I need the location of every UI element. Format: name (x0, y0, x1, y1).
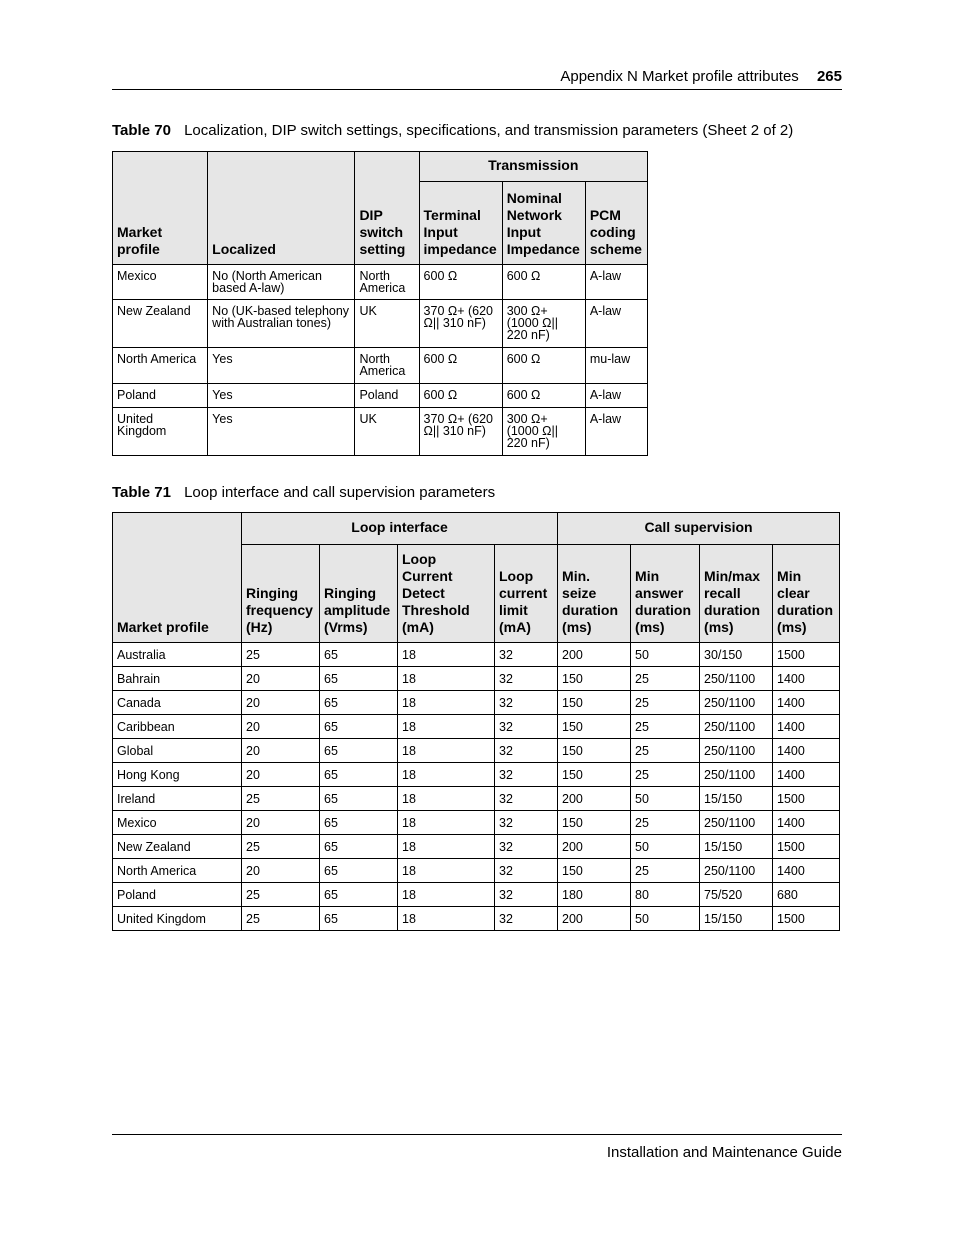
table-cell: 25 (631, 739, 700, 763)
table-row (113, 691, 840, 715)
table-cell: 32 (495, 643, 558, 667)
table-cell: 50 (631, 835, 700, 859)
table70-number: Table 70 (112, 122, 171, 139)
table-cell: A-law (585, 300, 647, 348)
table-cell: 18 (398, 715, 495, 739)
table-row (113, 883, 840, 907)
table-cell: 65 (320, 811, 398, 835)
table-cell: North America (113, 859, 242, 883)
table-cell: 1400 (773, 691, 840, 715)
table-cell: 65 (320, 691, 398, 715)
t71-header-min-seize: Min. seize duration (ms) (558, 545, 631, 643)
table-cell: 25 (631, 691, 700, 715)
table-row (113, 667, 840, 691)
table-cell: Australia (113, 643, 242, 667)
table-cell: No (North American based A-law) (208, 265, 355, 300)
table-cell: 80 (631, 883, 700, 907)
table-cell: 18 (398, 907, 495, 931)
table-cell: 370 Ω+ (620 Ω|| 310 nF) (419, 300, 502, 348)
table-cell: 32 (495, 835, 558, 859)
table-cell: 32 (495, 739, 558, 763)
table-cell: 20 (242, 859, 320, 883)
table-cell: 65 (320, 835, 398, 859)
t71-header-recall: Min/max recall duration (ms) (700, 545, 773, 643)
t71-header-loop-current-limit: Loop current limit (mA) (495, 545, 558, 643)
table70-title: Localization, DIP switch settings, specifications, and transmission parameters (Sheet 2 of 2) (184, 122, 794, 139)
table-cell: 18 (398, 811, 495, 835)
table-cell: 25 (631, 763, 700, 787)
table-cell: 1500 (773, 787, 840, 811)
table-cell: 20 (242, 811, 320, 835)
t70-header-localized: Localized (208, 152, 355, 265)
table-cell: 250/1100 (700, 691, 773, 715)
table-cell: A-law (585, 384, 647, 408)
table-cell: 200 (558, 643, 631, 667)
table-cell: A-law (585, 408, 647, 456)
table-cell: 600 Ω (419, 265, 502, 300)
table-cell: 18 (398, 763, 495, 787)
table-cell: 150 (558, 859, 631, 883)
table-row (113, 739, 840, 763)
table-cell: 250/1100 (700, 859, 773, 883)
table-cell: 200 (558, 787, 631, 811)
table-cell: 50 (631, 643, 700, 667)
table-cell: 1500 (773, 643, 840, 667)
table-row (113, 300, 648, 348)
table-cell: Hong Kong (113, 763, 242, 787)
table-cell: 200 (558, 835, 631, 859)
table-row (113, 408, 648, 456)
table-cell: United Kingdom (113, 408, 208, 456)
table-cell: Poland (113, 883, 242, 907)
table-cell: Caribbean (113, 715, 242, 739)
t71-body (113, 643, 840, 931)
table-cell: 20 (242, 763, 320, 787)
table-cell: 15/150 (700, 907, 773, 931)
table-cell: 600 Ω (419, 348, 502, 384)
table-cell: 1400 (773, 811, 840, 835)
table-cell: 18 (398, 883, 495, 907)
table-cell: 15/150 (700, 835, 773, 859)
table-cell: 150 (558, 811, 631, 835)
t71-header-market-profile: Market profile (113, 513, 242, 643)
table-row (113, 907, 840, 931)
table-cell: 65 (320, 907, 398, 931)
table-cell: 32 (495, 787, 558, 811)
t70-header-dip-switch: DIP switch setting (355, 152, 419, 265)
table-cell: North America (355, 348, 419, 384)
table-cell: United Kingdom (113, 907, 242, 931)
table-cell: 600 Ω (502, 265, 585, 300)
table-row (113, 835, 840, 859)
table-cell: 600 Ω (419, 384, 502, 408)
footer-title: Installation and Maintenance Guide (606, 1144, 842, 1161)
table-cell: 1500 (773, 835, 840, 859)
table-row (113, 265, 648, 300)
table-cell: A-law (585, 265, 647, 300)
table-row (113, 348, 648, 384)
t71-header-min-clear: Min clear duration (ms) (773, 545, 840, 643)
table-cell: 25 (242, 907, 320, 931)
table-row (113, 643, 840, 667)
table-cell: 200 (558, 907, 631, 931)
table-cell: 250/1100 (700, 739, 773, 763)
table-cell: 1400 (773, 859, 840, 883)
table-cell: 20 (242, 715, 320, 739)
table-cell: 25 (242, 643, 320, 667)
table-row (113, 384, 648, 408)
table-cell: Yes (208, 348, 355, 384)
table-cell: 75/520 (700, 883, 773, 907)
table-cell: 150 (558, 763, 631, 787)
table-cell: Poland (355, 384, 419, 408)
table-cell: 300 Ω+ (1000 Ω|| 220 nF) (502, 408, 585, 456)
table-cell: Mexico (113, 265, 208, 300)
table70 (112, 151, 648, 456)
table-cell: 150 (558, 715, 631, 739)
t70-header-terminal-impedance: Terminal Input impedance (419, 182, 502, 265)
table-cell: 32 (495, 811, 558, 835)
t71-header-loop-current-threshold: Loop Current Detect Threshold (mA) (398, 545, 495, 643)
table-cell: 1400 (773, 667, 840, 691)
table-cell: 32 (495, 907, 558, 931)
table-cell: 1400 (773, 715, 840, 739)
table-cell: 1500 (773, 907, 840, 931)
table71-caption (112, 483, 495, 503)
table-cell: New Zealand (113, 835, 242, 859)
table-cell: 32 (495, 691, 558, 715)
table-cell: 680 (773, 883, 840, 907)
table-cell: 50 (631, 787, 700, 811)
table-cell: 25 (631, 859, 700, 883)
table-cell: 25 (242, 883, 320, 907)
t71-header-ringing-frequency: Ringing frequency (Hz) (242, 545, 320, 643)
table-cell: 32 (495, 763, 558, 787)
table-cell: 18 (398, 667, 495, 691)
table-cell: 1400 (773, 739, 840, 763)
t70-body (113, 265, 648, 456)
table-cell: UK (355, 300, 419, 348)
table-cell: 150 (558, 691, 631, 715)
table-cell: 180 (558, 883, 631, 907)
table-row (113, 859, 840, 883)
table-cell: 250/1100 (700, 811, 773, 835)
t70-header-network-impedance: Nominal Network Input Impedance (502, 182, 585, 265)
table-row (113, 787, 840, 811)
table-cell: Yes (208, 408, 355, 456)
table-cell: Global (113, 739, 242, 763)
table71-number: Table 71 (112, 484, 171, 501)
table-cell: 300 Ω+ (1000 Ω|| 220 nF) (502, 300, 585, 348)
table-cell: 18 (398, 835, 495, 859)
t71-header-ringing-amplitude: Ringing amplitude (Vrms) (320, 545, 398, 643)
table-cell: 18 (398, 739, 495, 763)
table-cell: 250/1100 (700, 715, 773, 739)
table71-title: Loop interface and call supervision parameters (184, 484, 496, 501)
t70-header-market-profile: Market profile (113, 152, 208, 265)
table-cell: 25 (631, 811, 700, 835)
table-cell: 250/1100 (700, 763, 773, 787)
t70-header-transmission: Transmission (419, 152, 647, 182)
table-cell: 65 (320, 763, 398, 787)
table-cell: 20 (242, 667, 320, 691)
table-cell: 1400 (773, 763, 840, 787)
table-cell: mu-law (585, 348, 647, 384)
table-row (113, 763, 840, 787)
table-row (113, 811, 840, 835)
table71 (112, 512, 840, 931)
table-cell: 20 (242, 691, 320, 715)
table-cell: UK (355, 408, 419, 456)
t71-header-min-answer: Min answer duration (ms) (631, 545, 700, 643)
table-cell: 18 (398, 691, 495, 715)
table-cell: 65 (320, 739, 398, 763)
table-row (113, 715, 840, 739)
t70-header-pcm-coding: PCM coding scheme (585, 182, 647, 265)
table-cell: 600 Ω (502, 384, 585, 408)
table-cell: 65 (320, 715, 398, 739)
page-footer (112, 1134, 842, 1161)
table-cell: 32 (495, 859, 558, 883)
page-number: 265 (816, 68, 842, 85)
table-cell: 32 (495, 883, 558, 907)
table-cell: 32 (495, 667, 558, 691)
page-header (112, 66, 842, 90)
table-cell: 25 (242, 835, 320, 859)
table-cell: New Zealand (113, 300, 208, 348)
table-cell: 150 (558, 739, 631, 763)
table-cell: Yes (208, 384, 355, 408)
table-cell: 65 (320, 667, 398, 691)
t71-header-loop-interface: Loop interface (242, 513, 558, 545)
table-cell: Mexico (113, 811, 242, 835)
table-cell: 25 (631, 715, 700, 739)
table-cell: Canada (113, 691, 242, 715)
table-cell: 65 (320, 643, 398, 667)
table-cell: 250/1100 (700, 667, 773, 691)
header-section-title: Appendix N Market profile attributes (560, 68, 799, 85)
table-cell: 30/150 (700, 643, 773, 667)
t71-header-call-supervision: Call supervision (558, 513, 840, 545)
table-cell: 370 Ω+ (620 Ω|| 310 nF) (419, 408, 502, 456)
table-cell: No (UK-based telephony with Australian tones) (208, 300, 355, 348)
table-cell: 50 (631, 907, 700, 931)
table-cell: North America (355, 265, 419, 300)
table-cell: 18 (398, 643, 495, 667)
table-cell: 25 (631, 667, 700, 691)
table-cell: 65 (320, 859, 398, 883)
table-cell: North America (113, 348, 208, 384)
table-cell: 32 (495, 715, 558, 739)
table-cell: 15/150 (700, 787, 773, 811)
table-cell: 65 (320, 883, 398, 907)
table-cell: 18 (398, 859, 495, 883)
table-cell: 18 (398, 787, 495, 811)
table-cell: Poland (113, 384, 208, 408)
table-cell: 20 (242, 739, 320, 763)
table-cell: Bahrain (113, 667, 242, 691)
table-cell: 65 (320, 787, 398, 811)
table-cell: 150 (558, 667, 631, 691)
table-cell: 25 (242, 787, 320, 811)
table-cell: Ireland (113, 787, 242, 811)
table70-caption (112, 121, 793, 141)
table-cell: 600 Ω (502, 348, 585, 384)
